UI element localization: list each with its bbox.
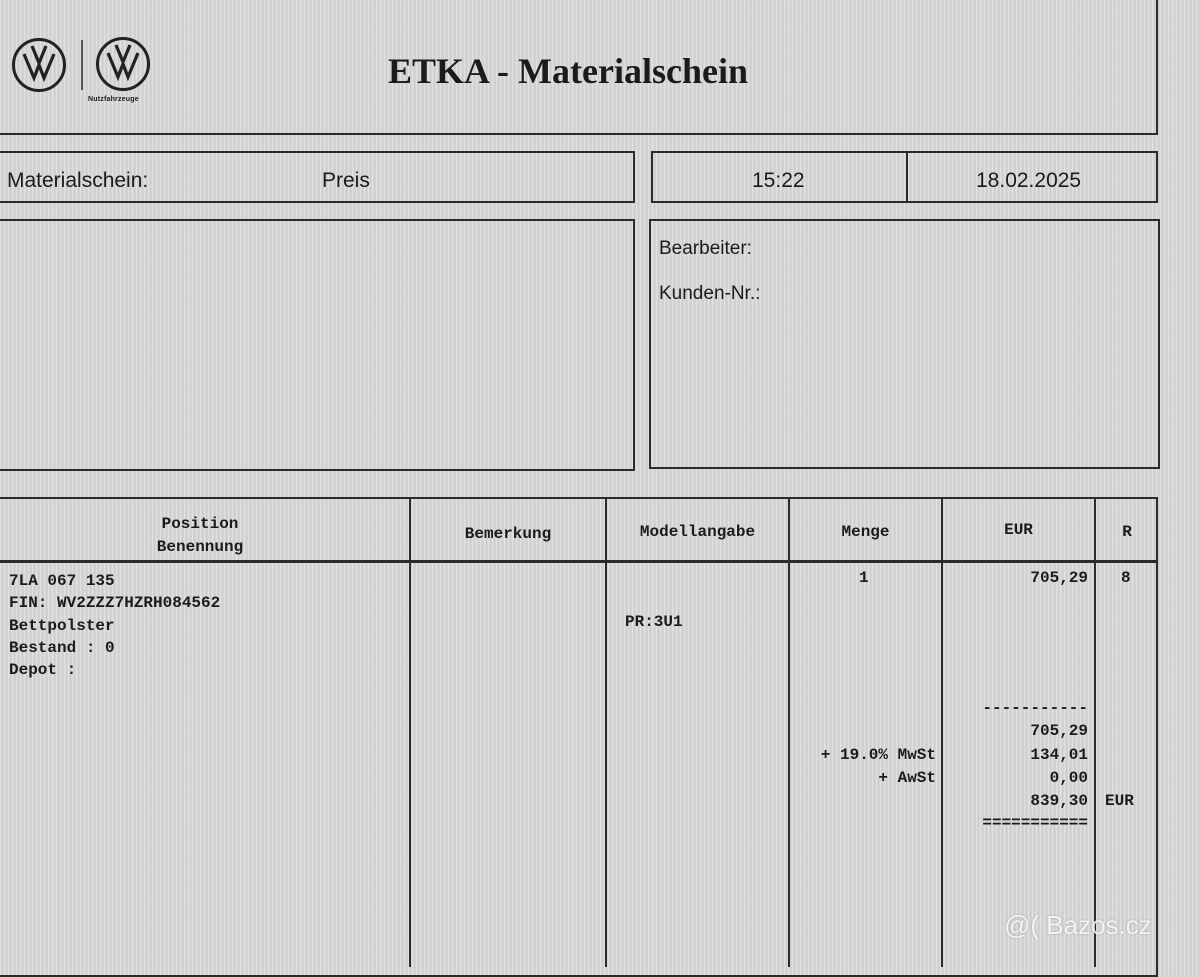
r-value: 8: [1121, 569, 1131, 587]
total-value: 839,30: [1030, 792, 1088, 810]
awst-label: + AwSt: [878, 769, 936, 787]
customer-number-label: Kunden-Nr.:: [659, 283, 761, 304]
page-title: ETKA - Materialschein: [388, 51, 748, 91]
awst-value: 0,00: [1049, 769, 1088, 787]
header-position: Position: [161, 515, 239, 533]
date-value: 18.02.2025: [976, 169, 1082, 192]
header-r: R: [1122, 523, 1132, 541]
column-divider: [788, 497, 790, 967]
part-name: Bettpolster: [9, 617, 115, 635]
column-divider: [409, 497, 411, 967]
part-number: 7LA 067 135: [9, 572, 115, 590]
price-value: 705,29: [1030, 569, 1088, 587]
header-eur: EUR: [1004, 521, 1033, 539]
header-bemerkung: Bemerkung: [464, 525, 552, 543]
header-rule: [0, 560, 1158, 563]
info-divider: [906, 151, 908, 203]
subtotal-rule: -----------: [982, 699, 1088, 717]
fin-value: FIN: WV2ZZZ7HZRH084562: [9, 594, 221, 612]
stock-value: Bestand : 0: [9, 639, 115, 657]
logo-divider: [81, 40, 83, 90]
address-box: [0, 219, 635, 471]
watermark: @( Bazos.cz: [1004, 910, 1152, 940]
subtotal-value: 705,29: [1030, 722, 1088, 740]
column-divider: [1094, 497, 1096, 967]
header-benennung: Benennung: [156, 538, 244, 556]
total-double-rule: ===========: [982, 814, 1088, 832]
vw-nutzfahrzeuge-logo-icon: [96, 37, 150, 91]
materialschein-type: Preis: [322, 169, 370, 192]
editor-label: Bearbeiter:: [659, 238, 752, 259]
header-menge: Menge: [841, 523, 890, 541]
vw-logo-icon: [15, 41, 63, 89]
model-value: PR:3U1: [625, 613, 683, 631]
materialschein-label: Materialschein:: [7, 169, 149, 192]
vat-label: + 19.0% MwSt: [820, 746, 936, 764]
vat-value: 134,01: [1030, 746, 1088, 764]
depot-value: Depot :: [9, 661, 77, 679]
column-divider: [605, 497, 607, 967]
vw-logo-icon: [99, 40, 147, 88]
total-currency: EUR: [1105, 792, 1134, 810]
brand-subtitle: Nutzfahrzeuge: [88, 96, 139, 103]
vw-logo-icon: [12, 38, 66, 92]
info-right-box: [651, 151, 1158, 203]
quantity-value: 1: [859, 569, 869, 587]
header-modellangabe: Modellangabe: [639, 523, 756, 541]
time-value: 15:22: [752, 169, 805, 192]
